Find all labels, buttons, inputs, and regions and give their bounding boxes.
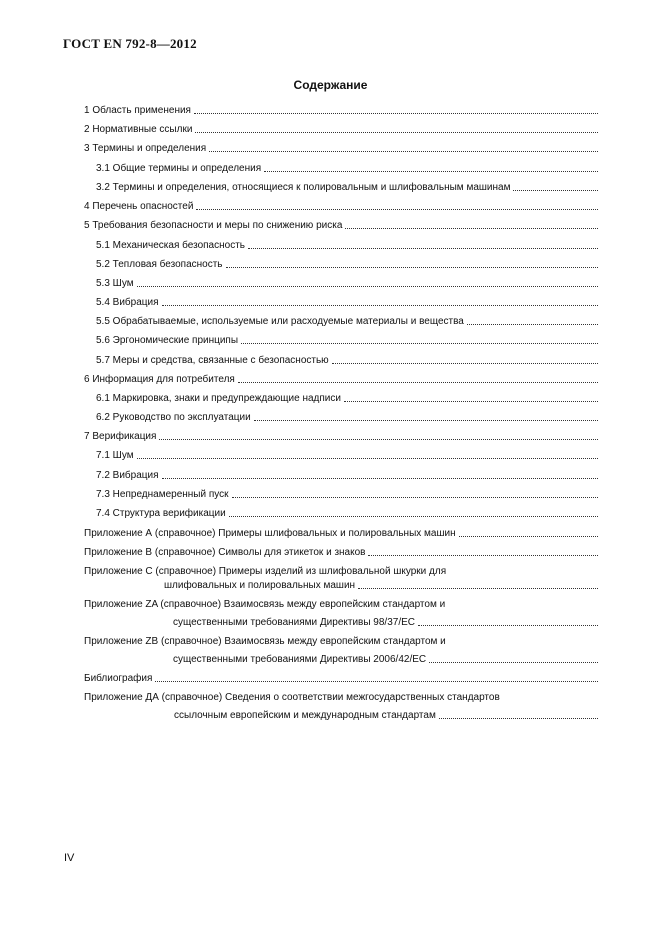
toc-entry-7[interactable]	[84, 429, 598, 443]
dot-leader	[155, 681, 598, 682]
toc-entry-appendix-za[interactable]	[173, 615, 598, 629]
toc-entry-2[interactable]	[84, 122, 598, 136]
toc-entry-label: 7.2 Вибрация	[96, 470, 159, 481]
toc-entry-label: 3.1 Общие термины и определения	[96, 163, 262, 174]
toc-entry-appendix-b[interactable]	[84, 545, 598, 559]
toc-entry-label: 5.3 Шум	[96, 278, 134, 289]
document-code-header: ГОСТ EN 792-8—2012	[63, 36, 197, 51]
dot-leader	[418, 625, 598, 626]
dot-leader	[137, 286, 598, 287]
toc-entry-label: 7.3 Непреднамеренный пуск	[96, 489, 229, 500]
toc-entry-7-4[interactable]	[96, 506, 598, 520]
toc-entry-label: существенными требованиями Директивы 2006/42/ЕС	[173, 654, 427, 665]
page-number: IV	[64, 852, 75, 864]
toc-entry-7-2[interactable]	[96, 468, 598, 482]
dot-leader	[459, 536, 598, 537]
toc-entry-5-4[interactable]	[96, 295, 598, 309]
toc-entry-label: 7.4 Структура верификации	[96, 508, 226, 519]
toc-entry-6-1[interactable]	[96, 391, 598, 405]
toc-entry-label: 6 Информация для потребителя	[84, 374, 235, 385]
toc-entry-label: 4 Перечень опасностей	[84, 201, 194, 212]
toc-entry-5-3[interactable]	[96, 276, 598, 290]
toc-entry-5-1[interactable]	[96, 238, 598, 252]
toc-entry-label: 1 Область применения	[84, 105, 191, 116]
toc-entry-label: 5.1 Механическая безопасность	[96, 240, 245, 251]
toc-entry-appendix-zb[interactable]	[173, 652, 598, 666]
dot-leader	[467, 324, 598, 325]
dot-leader	[238, 382, 598, 383]
toc-entry-7-1[interactable]	[96, 448, 598, 462]
toc-entry-label: 7.1 Шум	[96, 450, 134, 461]
toc-entry-label: Приложение В (справочное) Символы для этикеток и знаков	[84, 547, 366, 558]
toc-entry-appendix-a[interactable]	[84, 526, 598, 540]
toc-entry-appendix-da-line1[interactable]: Приложение ДА (справочное) Сведения о соответствии межгосударственных стандартов	[84, 692, 500, 703]
toc-entry-5-5[interactable]	[96, 314, 598, 328]
toc-entry-6-2[interactable]	[96, 410, 598, 424]
dot-leader	[439, 718, 598, 719]
dot-leader	[162, 305, 598, 306]
toc-title: Содержание	[293, 78, 368, 92]
dot-leader	[162, 478, 598, 479]
toc-entry-label: Библиография	[84, 673, 153, 684]
dot-leader	[332, 363, 598, 364]
toc-entry-appendix-c[interactable]	[164, 578, 598, 592]
toc-entry-label: 3.2 Термины и определения, относящиеся к полировальным и шлифовальным машинам	[96, 182, 511, 193]
dot-leader	[358, 588, 598, 589]
toc-entry-1[interactable]	[84, 103, 598, 117]
toc-entry-6[interactable]	[84, 372, 598, 386]
toc-entry-appendix-da[interactable]	[174, 708, 598, 722]
toc-entry-3-2[interactable]	[96, 180, 598, 194]
dot-leader	[137, 458, 598, 459]
dot-leader	[254, 420, 598, 421]
toc-entry-3[interactable]	[84, 141, 598, 155]
toc-entry-appendix-zb-line1[interactable]: Приложение ZB (справочное) Взаимосвязь между европейским стандартом и	[84, 636, 446, 647]
toc-entry-label: Приложение А (справочное) Примеры шлифовальных и полировальных машин	[84, 528, 456, 539]
dot-leader	[229, 516, 598, 517]
toc-entry-label: 7 Верификация	[84, 431, 157, 442]
dot-leader	[232, 497, 598, 498]
dot-leader	[429, 662, 598, 663]
toc-entry-appendix-za-line1[interactable]: Приложение ZA (справочное) Взаимосвязь между европейским стандартом и	[84, 599, 446, 610]
toc-entry-5-6[interactable]	[96, 333, 598, 347]
toc-entry-appendix-c-line1[interactable]: Приложение С (справочное) Примеры изделий из шлифовальной шкурки для	[84, 566, 447, 577]
toc-entry-label: 2 Нормативные ссылки	[84, 124, 193, 135]
dot-leader	[368, 555, 598, 556]
dot-leader	[195, 132, 598, 133]
toc-entry-label: 5.5 Обрабатываемые, используемые или расходуемые материалы и вещества	[96, 316, 464, 327]
dot-leader	[248, 248, 598, 249]
dot-leader	[513, 190, 598, 191]
dot-leader	[209, 151, 598, 152]
toc-entry-label: 5 Требования безопасности и меры по снижению риска	[84, 220, 343, 231]
toc-entry-3-1[interactable]	[96, 161, 598, 175]
toc-entry-label: 5.2 Тепловая безопасность	[96, 259, 223, 270]
dot-leader	[194, 113, 598, 114]
toc-entry-label: шлифовальных и полировальных машин	[164, 580, 356, 591]
dot-leader	[226, 267, 598, 268]
toc-entry-label: ссылочным европейским и международным стандартам	[174, 710, 436, 721]
dot-leader	[264, 171, 598, 172]
toc-entry-5-7[interactable]	[96, 353, 598, 367]
toc-entry-label: 6.1 Маркировка, знаки и предупреждающие надписи	[96, 393, 341, 404]
toc-entry-label: 3 Термины и определения	[84, 143, 207, 154]
dot-leader	[241, 343, 598, 344]
toc-entry-label: 6.2 Руководство по эксплуатации	[96, 412, 251, 423]
toc-entry-label: 5.7 Меры и средства, связанные с безопасностью	[96, 355, 329, 366]
toc-entry-bibliography[interactable]	[84, 671, 598, 685]
dot-leader	[345, 228, 598, 229]
dot-leader	[196, 209, 598, 210]
dot-leader	[159, 439, 598, 440]
toc-entry-label: существенными требованиями Директивы 98/37/ЕС	[173, 617, 416, 628]
toc-entry-4[interactable]	[84, 199, 598, 213]
toc-entry-label: 5.4 Вибрация	[96, 297, 159, 308]
dot-leader	[344, 401, 598, 402]
toc-entry-5[interactable]	[84, 218, 598, 232]
toc-entry-7-3[interactable]	[96, 487, 598, 501]
toc-entry-label: 5.6 Эргономические принципы	[96, 335, 239, 346]
toc-entry-5-2[interactable]	[96, 257, 598, 271]
